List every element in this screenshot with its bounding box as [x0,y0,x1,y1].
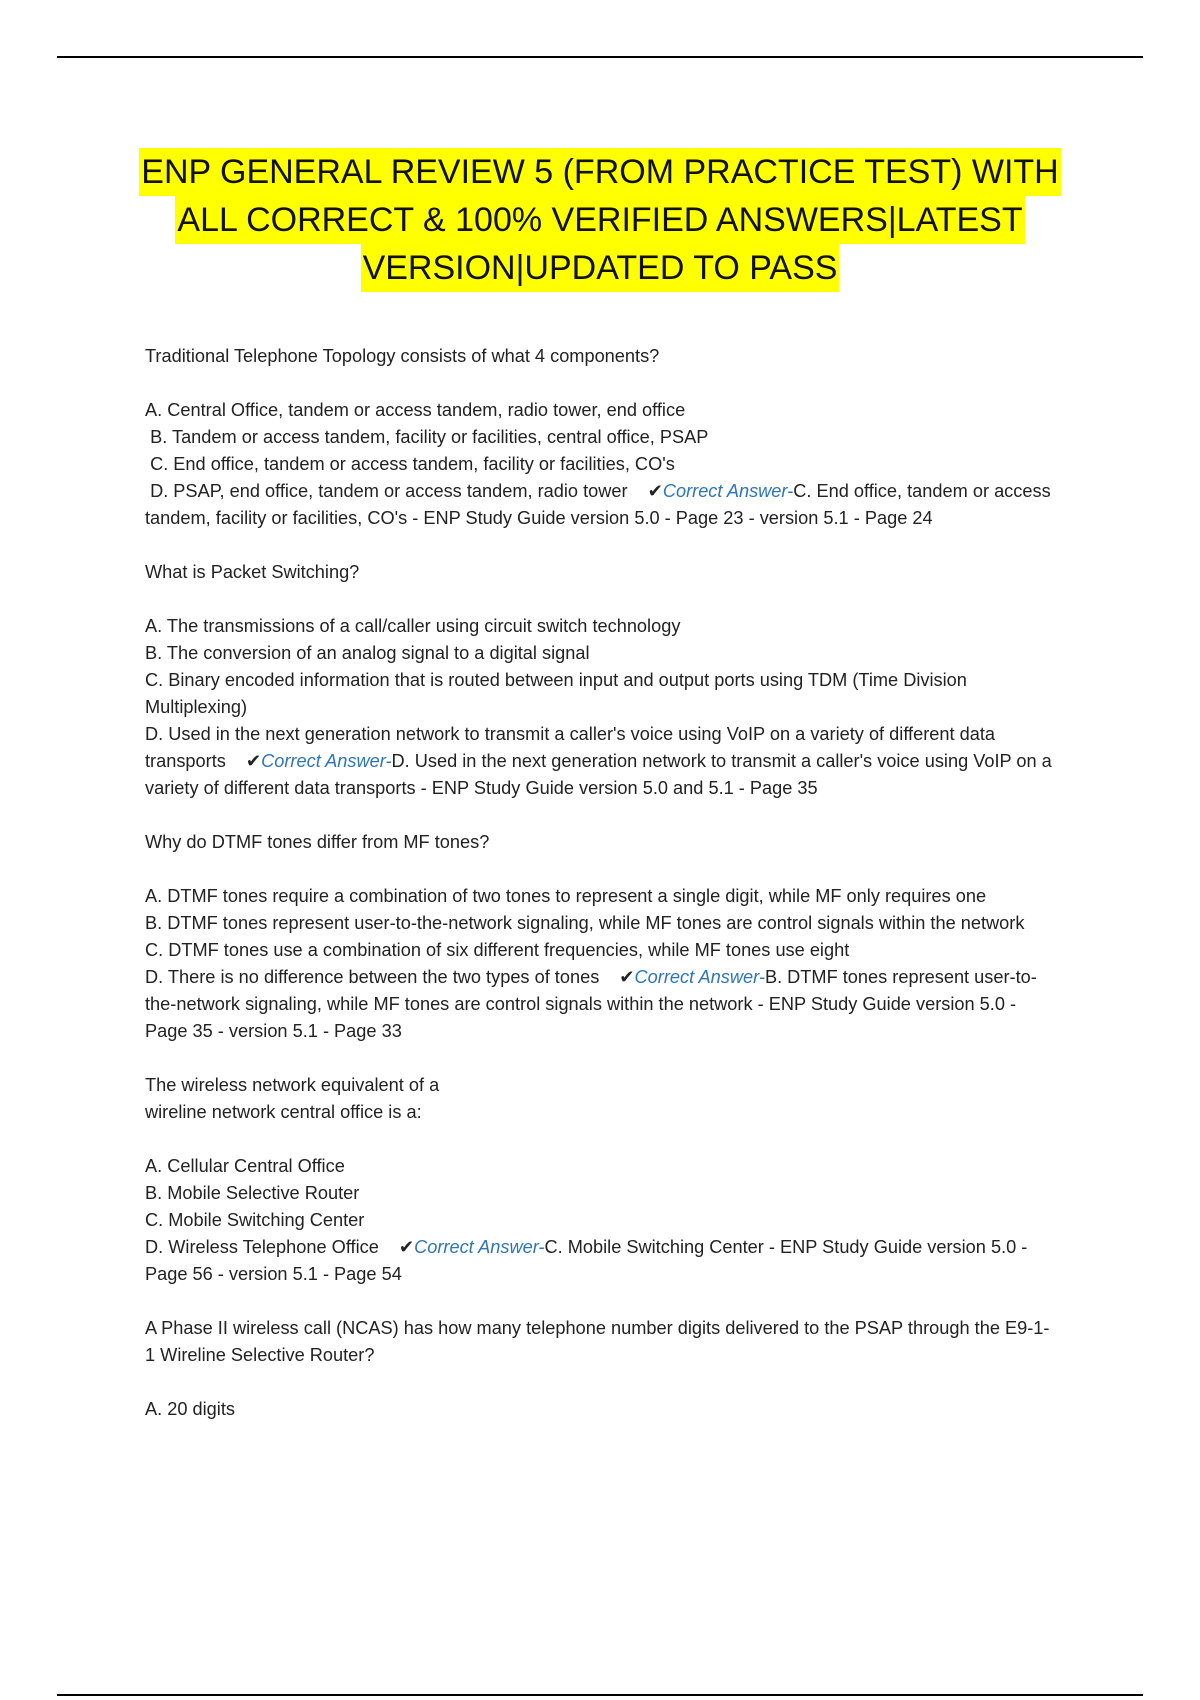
option-text: A. 20 digits [145,1399,235,1419]
question-block [145,829,1055,1045]
answer-option [145,1153,1055,1180]
top-rule [57,56,1143,58]
option-text: A. DTMF tones require a combination of two tones to represent a single digit, while MF only requires one [145,886,987,906]
answer-option [145,964,1055,1045]
answer-option [145,451,1055,478]
answer-option [145,883,1055,910]
question-block [145,1072,1055,1288]
option-text: C. End office, tandem or access tandem, facility or facilities, CO's [145,454,675,474]
title-line-1: ENP GENERAL REVIEW 5 (FROM PRACTICE TEST) WITH [139,148,1060,196]
question-list [145,343,1055,1450]
checkmark-icon: ✔ [398,1237,415,1257]
checkmark-icon: ✔ [647,481,663,501]
question-block [145,559,1055,802]
question-block [145,343,1055,532]
answer-option [145,1396,1055,1423]
option-text: C. Mobile Switching Center [145,1210,365,1230]
option-text: C. Binary encoded information that is routed between input and output ports using TDM (Time Division Multiplexing) [145,670,972,717]
answer-option [145,1180,1055,1207]
answer-option [145,1234,1055,1288]
question-line: Traditional Telephone Topology consists of what 4 components? [145,346,660,366]
question-line: A Phase II wireless call (NCAS) has how many telephone number digits delivered to the PSAP through the E9-1-1 Wireline Selective Router? [145,1318,1050,1365]
correct-answer-text: C. Mobile Switching Center - ENP Study Guide version 5.0 - Page 56 - version 5.1 - Page 54 [145,1237,1033,1284]
option-text: D. Wireless Telephone Office [145,1237,379,1257]
option-text: B. Tandem or access tandem, facility or facilities, central office, PSAP [145,427,709,447]
question-line: wireline network central office is a: [145,1102,422,1122]
answer-option [145,424,1055,451]
option-text: C. DTMF tones use a combination of six different frequencies, while MF tones use eight [145,940,850,960]
option-text: B. Mobile Selective Router [145,1183,360,1203]
correct-answer-label: Correct Answer- [634,967,765,987]
question-block [145,1315,1055,1423]
correct-answer-text: B. DTMF tones represent user-to-the-network signaling, while MF tones are control signals within the network - ENP Study Guide version 5.0 - Page 35 - version 5.1 - Page 33 [145,967,1037,1041]
correct-answer-text: D. Used in the next generation network to transmit a caller's voice using VoIP on a variety of different data transports - ENP Study Guide version 5.0 and 5.1 - Page 35 [145,751,1057,798]
correct-answer-label: Correct Answer- [662,481,794,501]
document-title [120,148,1080,292]
option-text: A. Cellular Central Office [145,1156,345,1176]
answer-option [145,721,1055,802]
title-line-2: ALL CORRECT & 100% VERIFIED ANSWERS|LATEST [175,196,1024,244]
option-text: B. DTMF tones represent user-to-the-network signaling, while MF tones are control signals within the network [145,913,1025,933]
option-text: D. There is no difference between the two types of tones [145,967,600,987]
checkmark-icon: ✔ [245,751,262,771]
answer-option [145,397,1055,424]
answer-option [145,640,1055,667]
option-text: D. PSAP, end office, tandem or access tandem, radio tower [145,481,628,501]
answer-option [145,937,1055,964]
question-line: The wireless network equivalent of a [145,1075,440,1095]
checkmark-icon: ✔ [619,967,635,987]
question-text [145,343,1055,370]
option-text: A. Central Office, tandem or access tandem, radio tower, end office [145,400,686,420]
question-line: Why do DTMF tones differ from MF tones? [145,832,490,852]
answer-option [145,910,1055,937]
question-text [145,559,1055,586]
correct-answer-label: Correct Answer- [414,1237,545,1257]
question-text [145,1072,1055,1126]
title-line-3: VERSION|UPDATED TO PASS [361,244,840,292]
question-line: What is Packet Switching? [145,562,360,582]
question-text [145,1315,1055,1369]
question-text [145,829,1055,856]
option-text: A. The transmissions of a call/caller using circuit switch technology [145,616,681,636]
correct-answer-label: Correct Answer- [261,751,392,771]
bottom-rule [57,1694,1143,1696]
answer-option [145,613,1055,640]
answer-option [145,1207,1055,1234]
option-text: D. Used in the next generation network to transmit a caller's voice using VoIP on a variety of different data transports [145,724,1001,771]
answer-option [145,667,1055,721]
correct-answer-text: C. End office, tandem or access tandem, facility or facilities, CO's - ENP Study Guide version 5.0 - Page 23 - version 5.1 - Page 24 [145,481,1056,528]
option-text: B. The conversion of an analog signal to a digital signal [145,643,590,663]
answer-option [145,478,1055,532]
